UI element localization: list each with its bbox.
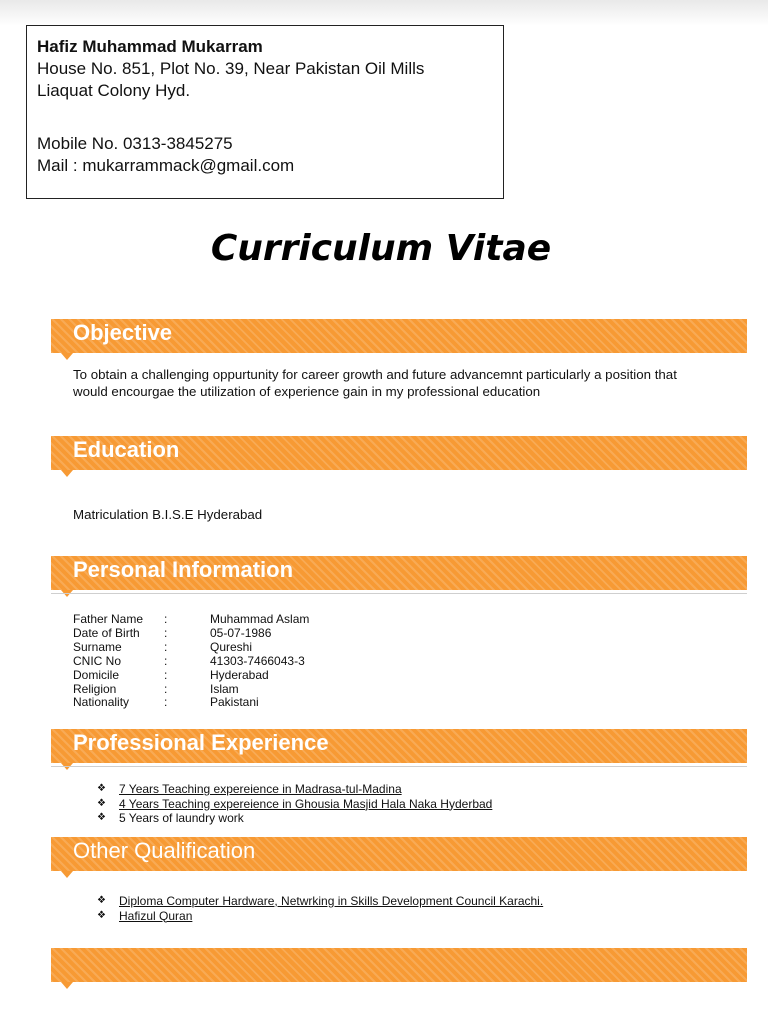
qualification-item-text: Diploma Computer Hardware, Netwrking in Skills Development Council Karachi. [119,894,544,908]
diamond-bullet-icon: ❖ [97,895,106,906]
address-line-2: Liaquat Colony Hyd. [37,81,191,100]
personal-info-separator: : [164,639,168,654]
experience-item-text: 7 Years Teaching expereience in Madrasa-tul-Madina [119,782,402,796]
personal-info-label: Religion [73,681,117,696]
personal-info-label: Date of Birth [73,625,140,640]
personal-info-value: 05-07-1986 [210,625,272,640]
personal-info-label: Domicile [73,667,120,682]
empty-banner [51,948,747,982]
personal-info-banner [51,556,747,590]
document-title: Curriculum Vitae [210,228,552,269]
personal-info-label: Surname [73,639,122,654]
personal-info-separator: : [164,625,168,640]
personal-info-value: Islam [210,681,239,696]
personal-info-separator: : [164,681,168,696]
experience-item-text: 5 Years of laundry work [119,811,244,825]
diamond-bullet-icon: ❖ [97,783,106,794]
qualification-item-text: Hafizul Quran [119,908,193,923]
address-line-1: House No. 851, Plot No. 39, Near Pakistan Oil Mills [37,59,425,78]
experience-item-text: 4 Years Teaching expereience in Ghousia Masjid Hala Naka Hyderbad [119,796,493,811]
qualification-heading: Other Qualification [73,838,256,863]
contact-box [26,25,504,199]
personal-info-value: Hyderabad [210,667,269,682]
personal-info-value: Pakistani [210,695,259,710]
personal-info-separator: : [164,667,168,682]
personal-info-value: Qureshi [210,639,253,654]
personal-info-heading: Personal Information [73,557,294,582]
education-heading: Education [73,437,180,462]
mobile-number: Mobile No. 0313-3845275 [37,134,233,153]
personal-info-label: Nationality [73,695,130,710]
candidate-name: Hafiz Muhammad Mukarram [37,37,263,56]
education-text: Matriculation B.I.S.E Hyderabad [73,507,263,522]
personal-info-label: CNIC No [73,653,122,668]
diamond-bullet-icon: ❖ [97,797,106,809]
personal-info-value: 41303-7466043-3 [210,653,305,668]
personal-info-divider [51,593,747,594]
diamond-bullet-icon: ❖ [97,909,106,921]
objective-heading: Objective [73,320,173,345]
experience-banner [51,729,747,763]
page-top-shade [0,0,768,26]
personal-info-separator: : [164,695,168,710]
email-address: Mail : mukarrammack@gmail.com [37,156,295,175]
personal-info-value: Muhammad Aslam [210,612,310,626]
personal-info-separator: : [164,653,168,668]
personal-info-label: Father Name [73,612,144,626]
experience-divider [51,766,747,767]
diamond-bullet-icon: ❖ [97,812,106,823]
objective-banner [51,319,747,353]
objective-text: To obtain a challenging oppurtunity for career growth and future advancemnt particularly a position that would encourgae the utilization of experience gain in my professional education [73,367,677,399]
experience-heading: Professional Experience [73,730,329,755]
personal-info-separator: : [164,612,168,626]
qualification-banner [51,837,747,871]
education-banner [51,436,747,470]
